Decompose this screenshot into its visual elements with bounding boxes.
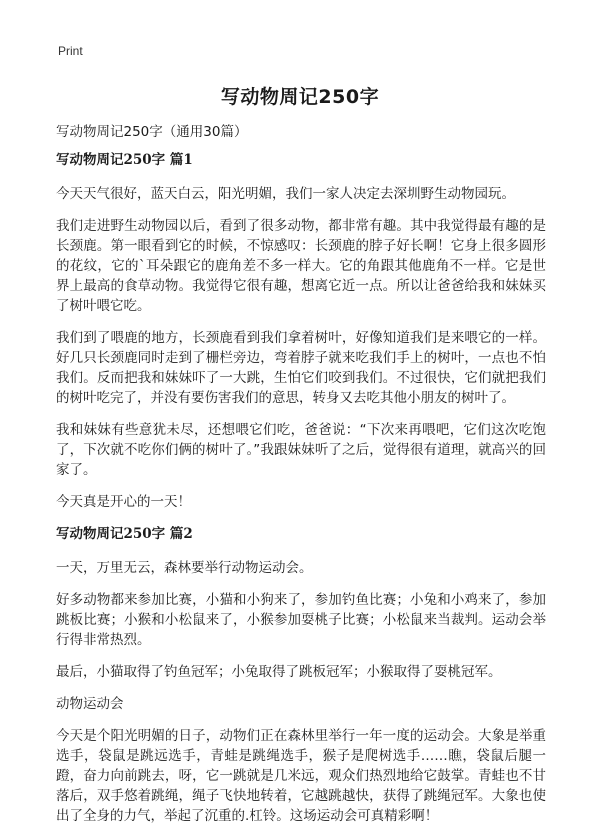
page-title: 写动物周记250字 <box>220 86 380 108</box>
paragraph: 我们到了喂鹿的地方，长颈鹿看到我们拿着树叶，好像知道我们是来喂它的一样。好几只长颈鹿同时走到了栅栏旁边，弯着脖子就来吃我们手上的树叶，一点也不怕我们。反而把我和妹妹吓了一大跳，生怕它们咬到我们。不过很快，它们就把我们的树叶吃完了，并没有要伤害我们的意思，转身又去吃其他小朋友的树叶了。 <box>56 330 546 406</box>
paragraph: 我和妹妹有些意犹未尽，还想喂它们吃，爸爸说：“下次来再喂吧，它们这次吃饱了，下次就不吃你们俩的树叶了。”我跟妹妹听了之后，觉得很有道理，就高兴的回家了。 <box>56 422 546 478</box>
paragraph: 最后，小猫取得了钓鱼冠军；小兔取得了跳板冠军；小猴取得了耍桃冠军。 <box>56 664 502 680</box>
section-heading-2: 写动物周记250字 篇2 <box>56 526 193 542</box>
paragraph: 今天天气很好，蓝天白云，阳光明媚，我们一家人决定去深圳野生动物园玩。 <box>56 186 515 202</box>
paragraph: 我们走进野生动物园以后，看到了很多动物，都非常有趣。其中我觉得最有趣的是长颈鹿。第一眼看到它的时候，不惊感叹：长颈鹿的脖子好长啊！它身上很多圆形的花纹，它的`耳朵跟它的鹿角差不多一样大。它的角跟其他鹿角不一样。它是世界上最高的食草动物。我觉得它很有趣，想离它近一点。所以让爸爸给我和妹妹买了树叶喂它吃。 <box>56 218 546 314</box>
paragraph: 好多动物都来参加比赛，小猫和小狗来了，参加钓鱼比赛；小兔和小鸡来了，参加跳板比赛；小猴和小松鼠来了，小猴参加耍桃子比赛；小松鼠来当裁判。运动会举行得非常热烈。 <box>56 592 546 648</box>
paragraph: 今天是个阳光明媚的日子，动物们正在森林里举行一年一度的运动会。大象是举重选手，袋鼠是跳远选手，青蛙是跳绳选手，猴子是爬树选手……瞧，袋鼠后腿一蹬，奋力向前跳去，呀，它一跳就是几米远，观众们热烈地给它鼓掌。青蛙也不甘落后，双手悠着跳绳，绳子飞快地转着，它越跳越快，获得了跳绳冠军。大象也使出了全身的力气，举起了沉重的.杠铃。这场运动会可真精彩啊！ <box>56 728 546 824</box>
article-body <box>56 150 546 838</box>
subheading: 动物运动会 <box>56 696 124 712</box>
paragraph: 一天，万里无云，森林要举行动物运动会。 <box>56 560 313 576</box>
section-heading-1: 写动物周记250字 篇1 <box>56 152 193 168</box>
print-link[interactable]: Print <box>58 44 83 58</box>
paragraph: 今天真是开心的一天！ <box>56 494 191 510</box>
page-subtitle: 写动物周记250字（通用30篇） <box>56 124 248 140</box>
